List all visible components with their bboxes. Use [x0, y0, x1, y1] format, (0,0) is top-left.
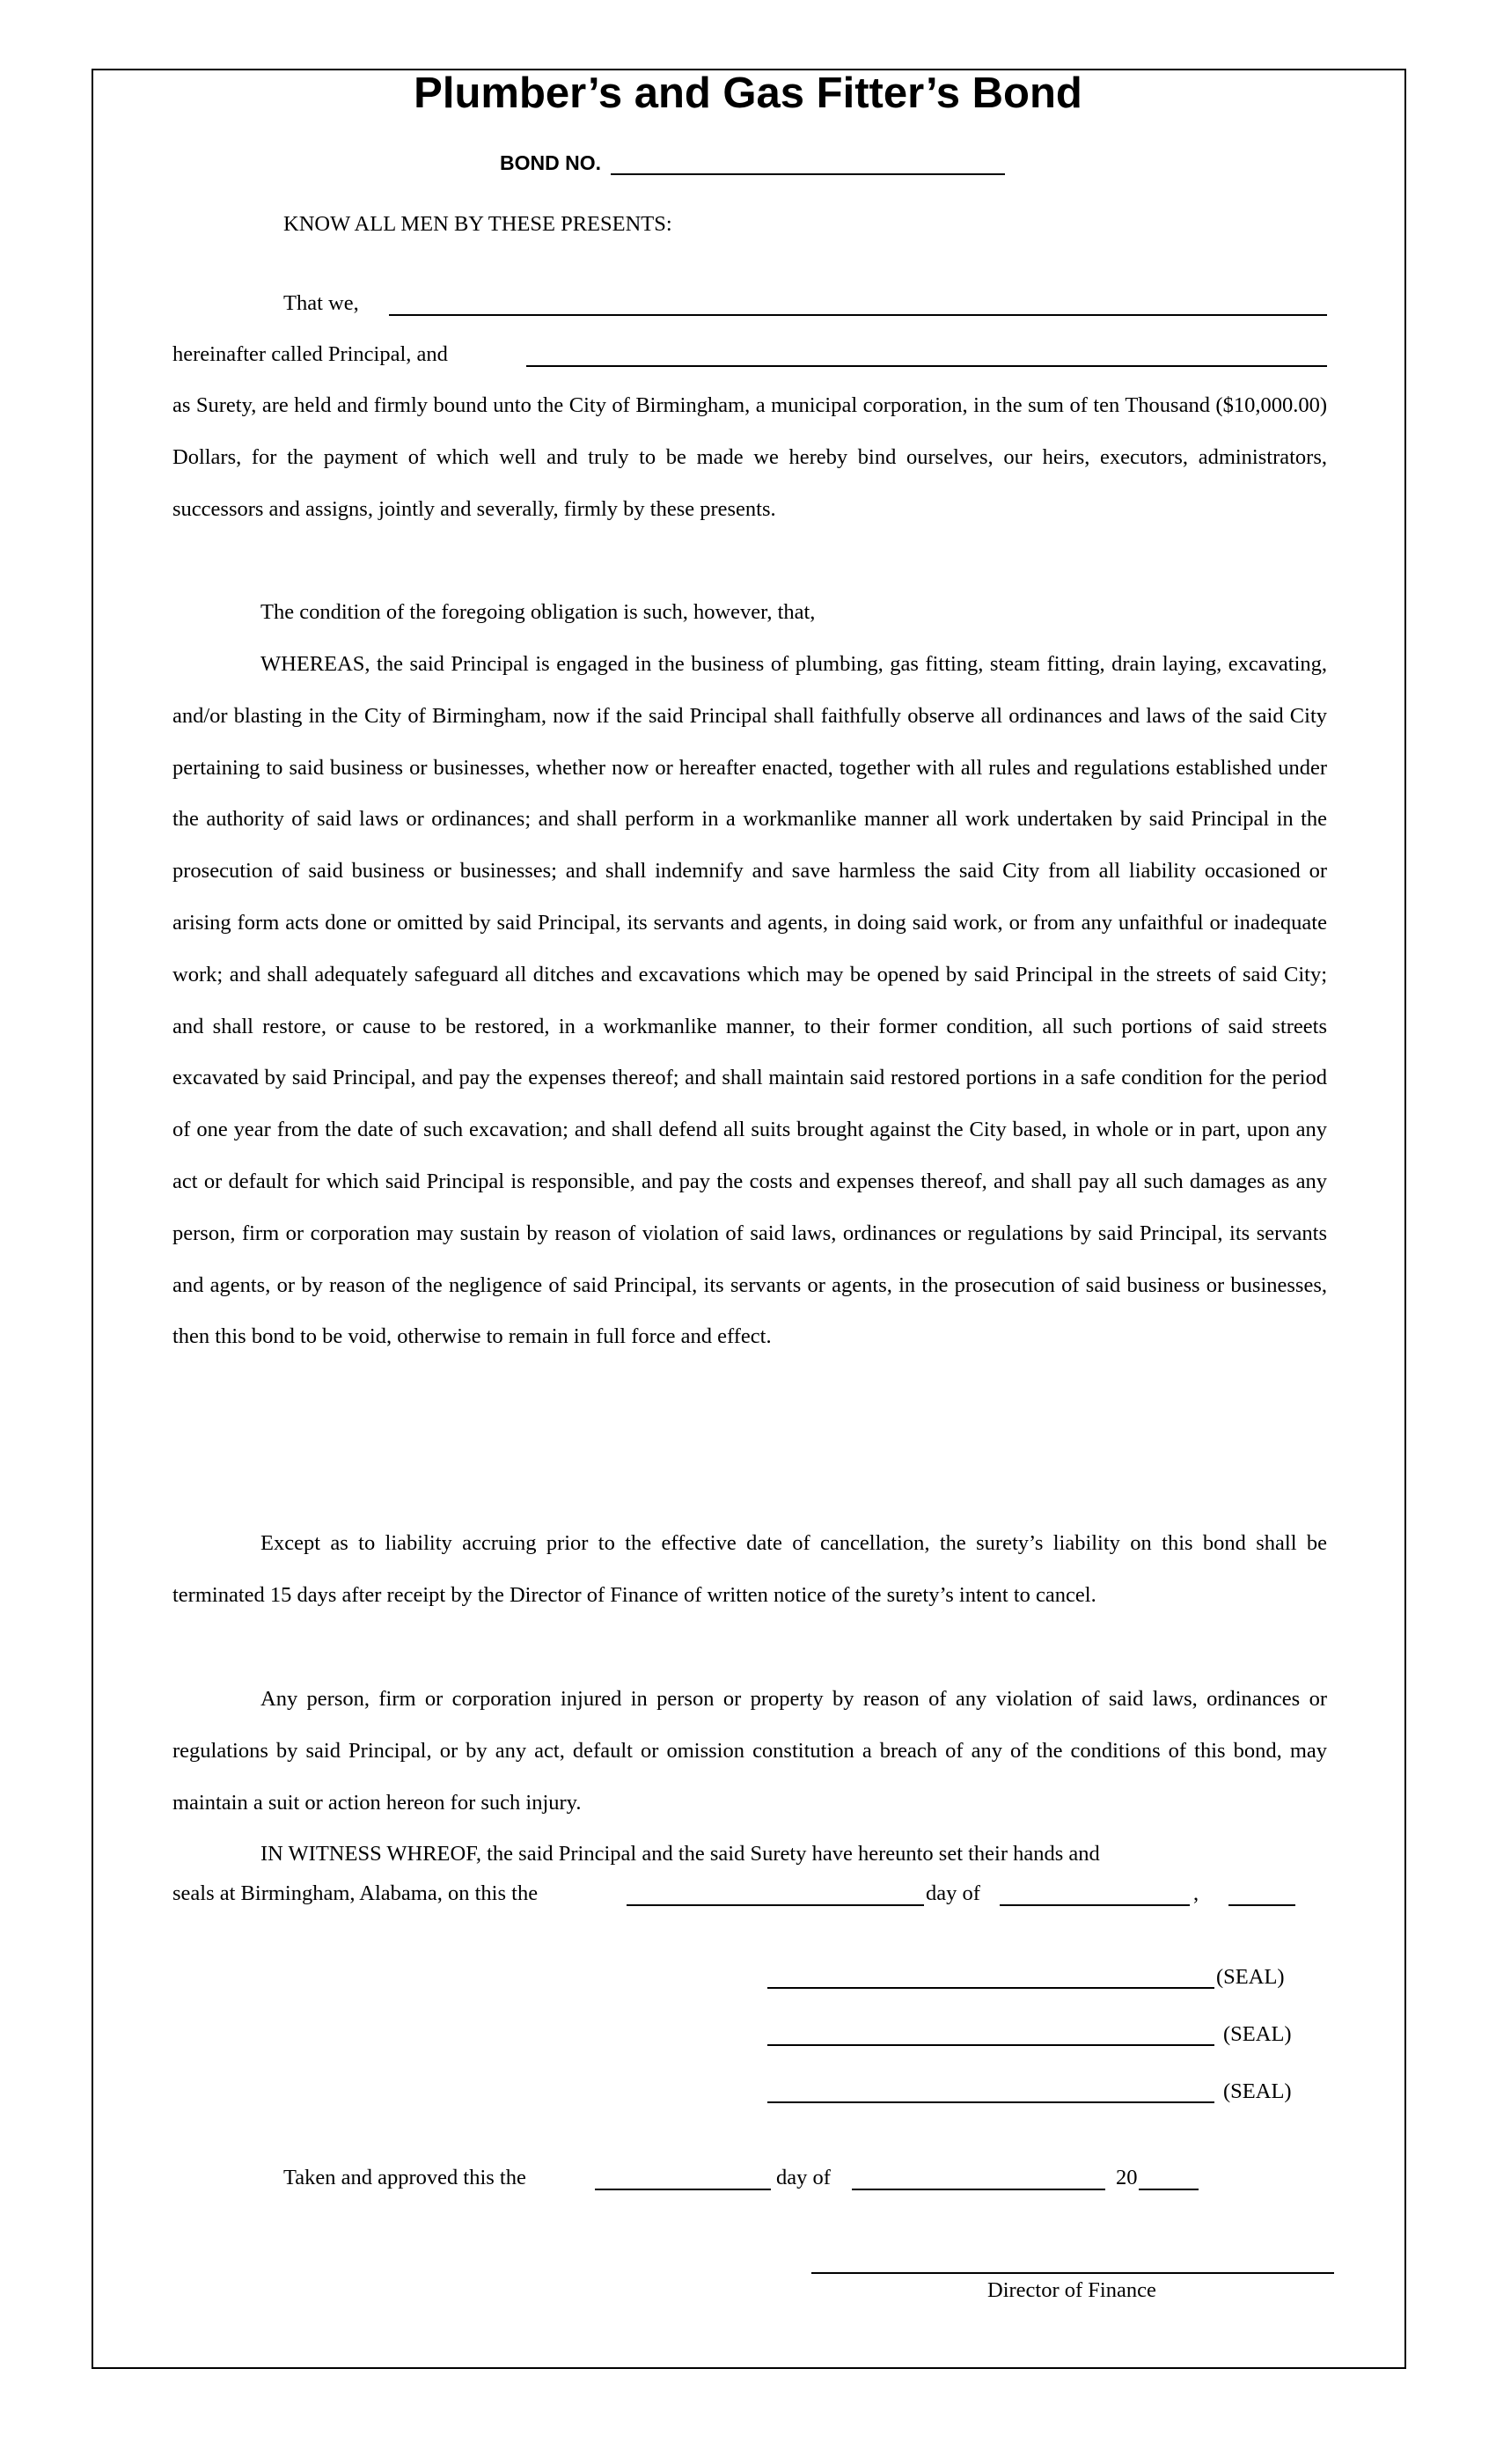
seals-prefix: seals at Birmingham, Alabama, on this the: [172, 1881, 539, 1905]
approved-day-field[interactable]: [595, 2189, 771, 2190]
whereas-paragraph: WHEREAS, the said Principal is engaged in the business of plumbing, gas fitting, steam fitting, drain laying, excavating, and/or blasting in the City of Birmingham, now if the said Principal shall faithfully observe all ordinances and laws of the said City pertaining to said business or businesses, whether now or hereafter enacted, together with all rules and regulations established under the authority of said laws or ordinances; and shall perform in a workmanlike manner all work undertaken by said Principal in the prosecution of said business or businesses; and shall indemnify and save harmless the said City from all liability occasioned or arising form acts done or omitted by said Principal, its servants and agents, in doing said work, or from any unfaithful or inadequate work; and shall adequately safeguard all ditches and excavations which may be opened by said Principal in the streets of said City; and shall restore, or cause to be restored, in a workmanlike manner, to their former condition, all such portions of said streets excavated by said Principal, and pay the expenses thereof; and shall maintain said restored portions in a safe condition for the period of one year from the date of such excavation; and shall defend all suits brought against the City based, in whole or in part, upon any act or default for which said Principal is responsible, and pay the costs and expenses thereof, and shall pay all such damages as any person, firm or corporation may sustain by reason of violation of said laws, ordinances or regulations by said Principal, its servants and agents, or by reason of the negligence of said Principal, its servants or agents, in the prosecution of said business or businesses, then this bond to be void, otherwise to remain in full force and effect.: [172, 652, 1327, 1349]
document-title: Plumber’s and Gas Fitter’s Bond: [414, 70, 1082, 117]
director-of-finance-label: Director of Finance: [987, 2278, 1156, 2302]
seal-label-1: (SEAL): [1216, 1965, 1285, 1989]
director-signature-line[interactable]: [811, 2272, 1334, 2274]
bond-number-field[interactable]: [611, 173, 1005, 175]
approved-day-of-label: day of: [776, 2166, 831, 2189]
except-paragraph: Except as to liability accruing prior to the effective date of cancellation, the surety’s liability on this bond shall be terminated 15 days after receipt by the Director of Finance of written notice of the surety’s intent to cancel.: [172, 1531, 1327, 1607]
condition-paragraph: The condition of the foregoing obligation is such, however, that,: [260, 600, 816, 624]
know-all-men-heading: KNOW ALL MEN BY THESE PRESENTS:: [283, 212, 672, 236]
witness-year-field[interactable]: [1228, 1904, 1295, 1906]
injury-paragraph: Any person, firm or corporation injured in person or property by reason of any violation of said laws, ordinances or regulations by said Principal, or by any act, default or omission constitution a breach of any of the conditions of this bond, may maintain a suit or action hereon for such injury.: [172, 1687, 1327, 1815]
principal-label: hereinafter called Principal, and: [172, 342, 448, 366]
witness-paragraph: IN WITNESS WHREOF, the said Principal and the said Surety have hereunto set their hands and: [260, 1842, 1100, 1866]
seal-label-3: (SEAL): [1223, 2079, 1292, 2103]
seal-label-2: (SEAL): [1223, 2022, 1292, 2046]
witness-day-field[interactable]: [627, 1904, 924, 1906]
taken-approved-label: Taken and approved this the: [283, 2166, 526, 2189]
witness-month-field[interactable]: [1000, 1904, 1190, 1906]
signature-line-1[interactable]: [767, 1987, 1214, 1989]
approved-year-field[interactable]: [1139, 2189, 1199, 2190]
principal-name-field[interactable]: [389, 314, 1327, 316]
surety-paragraph: as Surety, are held and firmly bound unto the City of Birmingham, a municipal corporation, in the sum of ten Thousand ($10,000.00) Dollars, for the payment of which well and truly to be made we hereby bind ourselves, our heirs, executors, administrators, successors and assigns, jointly and severally, firmly by these presents.: [172, 393, 1327, 521]
surety-name-field[interactable]: [526, 365, 1327, 367]
signature-line-3[interactable]: [767, 2101, 1214, 2103]
witness-comma: ,: [1193, 1881, 1199, 1905]
approved-year-prefix: 20: [1116, 2166, 1138, 2189]
bond-number-label: BOND NO.: [500, 151, 601, 174]
signature-line-2[interactable]: [767, 2044, 1214, 2046]
approved-month-field[interactable]: [852, 2189, 1105, 2190]
that-we-label: That we,: [283, 291, 359, 315]
witness-day-of-label: day of: [926, 1881, 980, 1905]
